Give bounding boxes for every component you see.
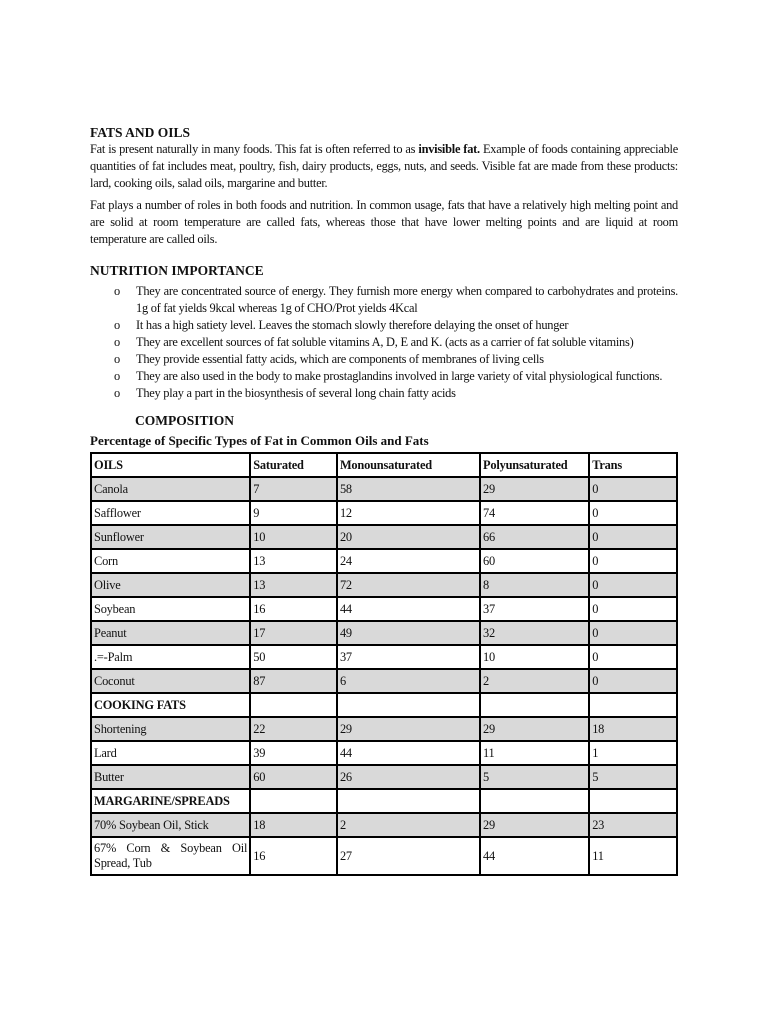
table-row [91, 597, 677, 621]
table-cell: 0 [589, 645, 677, 669]
table-cell [337, 789, 480, 813]
table-cell: 13 [250, 549, 337, 573]
table-row [91, 549, 677, 573]
table-cell: 44 [480, 837, 589, 875]
intro-bold-term: invisible fat. [418, 142, 480, 156]
bullet-marker: o [114, 318, 120, 333]
table-cell: 0 [589, 501, 677, 525]
table-row [91, 741, 677, 765]
table-row [91, 837, 677, 875]
table-row [91, 525, 677, 549]
table-row [91, 621, 677, 645]
table-cell: .=-Palm [91, 645, 250, 669]
table-cell: 1 [589, 741, 677, 765]
table-cell: 0 [589, 669, 677, 693]
list-item: o They are excellent sources of fat soluble vitamins A, D, E and K. (acts as a carrier of fat soluble vitamins) [114, 335, 634, 350]
list-item: o They provide essential fatty acids, which are components of membranes of living cells [114, 352, 544, 367]
table-cell: Soybean [91, 597, 250, 621]
table-row [91, 573, 677, 597]
bullet-marker: o [114, 369, 120, 384]
table-cell: 29 [337, 717, 480, 741]
list-item: o They are also used in the body to make prostaglandins involved in large variety of vital physiological functions. [114, 369, 663, 384]
nutrition-list [90, 283, 678, 402]
table-header-row [91, 453, 677, 477]
table-cell: 24 [337, 549, 480, 573]
table-cell: 29 [480, 717, 589, 741]
table-cell: 5 [480, 765, 589, 789]
table-cell: 11 [480, 741, 589, 765]
table-cell: Canola [91, 477, 250, 501]
table-cell: 6 [337, 669, 480, 693]
table-cell: 20 [337, 525, 480, 549]
list-item: o They play a part in the biosynthesis of several long chain fatty acids [114, 386, 456, 401]
fats-heading: FATS AND OILS [90, 125, 191, 140]
table-row [91, 765, 677, 789]
table-cell: 7 [250, 477, 337, 501]
roles-paragraph: Fat plays a number of roles in both foods and nutrition. In common usage, fats that have a relatively high melting point and are solid at room temperature are called fats, whereas those that have lower melting points and are liquid at room temperature are called oils. [90, 197, 678, 247]
table-cell: 8 [480, 573, 589, 597]
table-cell: 9 [250, 501, 337, 525]
column-header: Polyunsaturated [480, 453, 589, 477]
table-cell: 2 [337, 813, 480, 837]
table-cell: 67% Corn & Soybean Oil Spread, Tub [91, 837, 250, 875]
column-header: Monounsaturated [337, 453, 480, 477]
table-cell: 18 [250, 813, 337, 837]
table-cell: 44 [337, 741, 480, 765]
table-cell: 37 [480, 597, 589, 621]
table-cell [337, 693, 480, 717]
list-item: o It has a high satiety level. Leaves the stomach slowly therefore delaying the onset of hunger [114, 318, 569, 333]
intro-text-1: Fat is present naturally in many foods. This fat is often referred to as [90, 142, 419, 156]
table-cell: 49 [337, 621, 480, 645]
table-cell: Peanut [91, 621, 250, 645]
table-cell: 39 [250, 741, 337, 765]
table-cell: 74 [480, 501, 589, 525]
table-cell: 16 [250, 837, 337, 875]
table-cell: 2 [480, 669, 589, 693]
column-header: OILS [91, 453, 250, 477]
table-cell: 27 [337, 837, 480, 875]
table-cell: 0 [589, 597, 677, 621]
intro-text-2: Example of foods containing appreciable quantities of fat includes meat, poultry, fish, dairy products, eggs, nuts, and seeds. Visible fat are made from these products: lard, cooking oils, salad oils, margarine and butter. [90, 142, 678, 191]
column-header: Saturated [250, 453, 337, 477]
table-cell: 11 [589, 837, 677, 875]
table-cell: 23 [589, 813, 677, 837]
bullet-marker: o [114, 352, 120, 367]
table-cell: 10 [480, 645, 589, 669]
table-cell: COOKING FATS [91, 693, 250, 717]
table-cell: 37 [337, 645, 480, 669]
table-cell [480, 789, 589, 813]
table-cell: 26 [337, 765, 480, 789]
table-cell: Corn [91, 549, 250, 573]
table-cell: Shortening [91, 717, 250, 741]
list-item: o They are concentrated source of energy. They furnish more energy when compared to carbohydrates and proteins. 1g of fat yields 9kcal whereas 1g of CHO/Prot yields 4Kcal [114, 284, 678, 316]
table-cell: 0 [589, 477, 677, 501]
table-row [91, 813, 677, 837]
table-cell: 70% Soybean Oil, Stick [91, 813, 250, 837]
table-cell: Sunflower [91, 525, 250, 549]
table-cell [250, 789, 337, 813]
column-header: Trans [589, 453, 677, 477]
table-cell [589, 693, 677, 717]
table-cell: 66 [480, 525, 589, 549]
table-cell: MARGARINE/SPREADS [91, 789, 250, 813]
bullet-marker: o [114, 335, 120, 350]
fat-composition-table [90, 452, 678, 876]
table-cell [250, 693, 337, 717]
table-cell: 44 [337, 597, 480, 621]
document-page [90, 124, 678, 876]
table-cell: 87 [250, 669, 337, 693]
table-cell: 72 [337, 573, 480, 597]
table-cell: Lard [91, 741, 250, 765]
table-cell: 10 [250, 525, 337, 549]
bullet-marker: o [114, 386, 120, 401]
table-cell [589, 789, 677, 813]
table-section-row [91, 693, 677, 717]
table-cell: 16 [250, 597, 337, 621]
table-cell: 22 [250, 717, 337, 741]
table-cell: 0 [589, 525, 677, 549]
intro-paragraph [90, 141, 678, 193]
table-cell: 58 [337, 477, 480, 501]
table-cell: 29 [480, 477, 589, 501]
table-cell: 5 [589, 765, 677, 789]
table-cell: 60 [480, 549, 589, 573]
table-row [91, 717, 677, 741]
table-cell: 17 [250, 621, 337, 645]
table-cell: Coconut [91, 669, 250, 693]
table-cell: 13 [250, 573, 337, 597]
table-cell: Safflower [91, 501, 250, 525]
table-cell: 0 [589, 621, 677, 645]
table-section-row [91, 789, 677, 813]
table-cell: 12 [337, 501, 480, 525]
table-row [91, 645, 677, 669]
table-cell: 50 [250, 645, 337, 669]
bullet-marker: o [114, 284, 120, 299]
table-cell [480, 693, 589, 717]
composition-heading: COMPOSITION [135, 413, 235, 429]
nutrition-heading: NUTRITION IMPORTANCE [90, 263, 264, 279]
table-row [91, 501, 677, 525]
table-cell: 0 [589, 573, 677, 597]
table-cell: Olive [91, 573, 250, 597]
table-cell: Butter [91, 765, 250, 789]
table-title: Percentage of Specific Types of Fat in Common Oils and Fats [90, 433, 429, 449]
table-cell: 60 [250, 765, 337, 789]
table-row [91, 669, 677, 693]
table-cell: 29 [480, 813, 589, 837]
table-cell: 0 [589, 549, 677, 573]
table-cell: 18 [589, 717, 677, 741]
table-cell: 32 [480, 621, 589, 645]
table-row [91, 477, 677, 501]
